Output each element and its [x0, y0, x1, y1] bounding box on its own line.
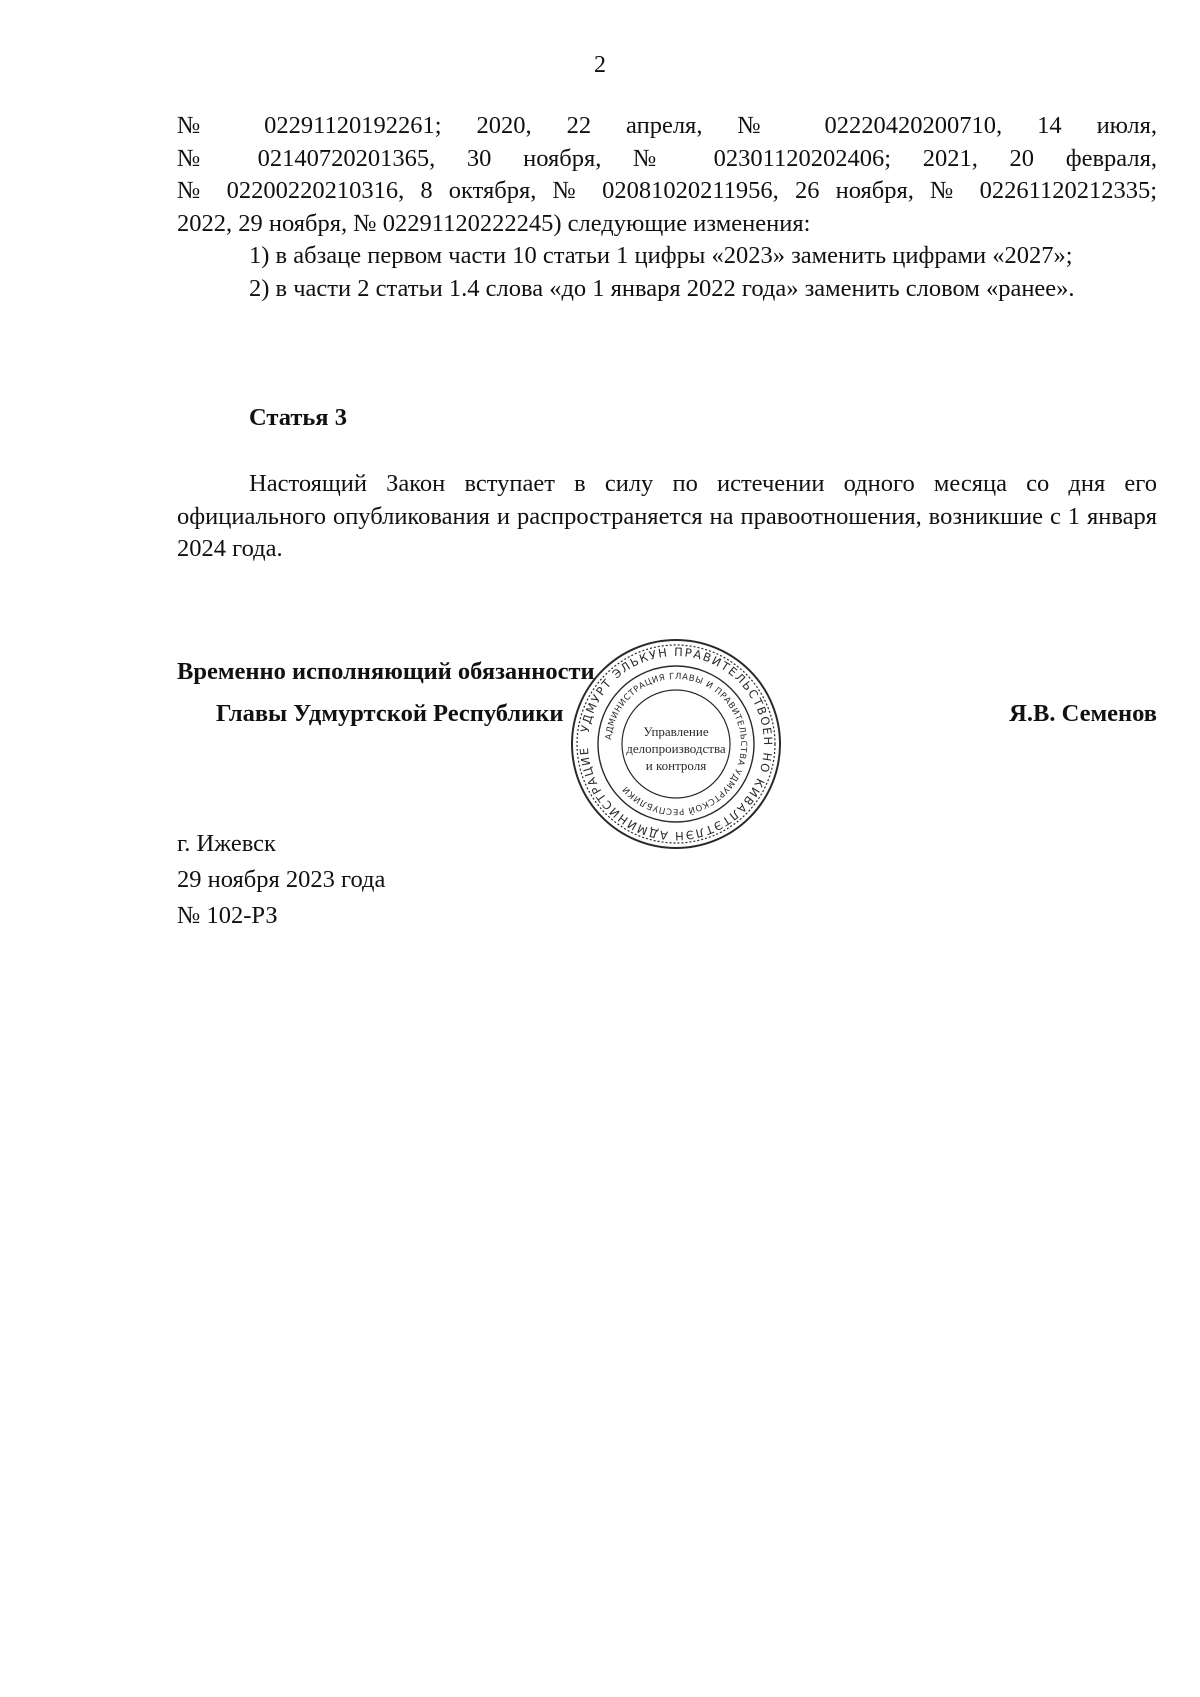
signer-name: Я.В. Семенов [1009, 700, 1157, 727]
official-seal [568, 636, 784, 857]
seal-outer-text: УДМУРТ ЭЛЬКУН ПРАВИТЕЛЬСТВОЕН НО КИВАЛТЭТЛЭН АДМИНИСТРАЦИЕ [576, 644, 776, 844]
paragraph-line: № 02291120192261; 2020, 22 апреля, № 02220420200710, 14 июля, [177, 112, 1157, 139]
city: г. Ижевск [177, 830, 276, 857]
seal-inner-text: АДМИНИСТРАЦИЯ ГЛАВЫ И ПРАВИТЕЛЬСТВА УДМУРТСКОЙ РЕСПУБЛИКИ [604, 671, 749, 817]
paragraph-line: № 02140720201365, 30 ноября, № 02301120202406; 2021, 20 февраля, [177, 144, 1157, 172]
seal-center-line-2: делопроизводства [626, 741, 726, 756]
signer-title-line-2: Главы Удмуртской Республики [216, 700, 564, 727]
paragraph-line: № 02200220210316, 8 октября, № 02081020211956, 26 ноября, № 02261120212335; [177, 177, 1157, 205]
seal-icon [568, 636, 784, 852]
article-text: Настоящий Закон вступает в силу по истечении одного месяца со дня его официального опубликования и распространяется на правоотношения, возникшие с 1 января 2024 года. [177, 470, 1157, 563]
article-body [177, 468, 1157, 566]
amendment-item-2: 2) в части 2 статьи 1.4 слова «до 1 января 2022 года» заменить словом «ранее». [249, 274, 1075, 302]
article-heading: Статья 3 [249, 404, 347, 431]
paragraph-line: 2022, 29 ноября, № 02291120222245) следующие изменения: [177, 209, 811, 237]
amendments-block [177, 110, 1157, 306]
amendment-item-1: 1) в абзаце первом части 10 статьи 1 цифры «2023» заменить цифрами «2027»; [249, 242, 1073, 270]
seal-center-line-1: Управление [643, 724, 709, 739]
page-number: 2 [594, 52, 606, 78]
document-footer [177, 826, 385, 934]
signer-title-line-1: Временно исполняющий обязанности [177, 658, 595, 685]
seal-center-line-3: и контроля [645, 758, 707, 773]
document-number: № 102-РЗ [177, 902, 278, 929]
document-date: 29 ноября 2023 года [177, 866, 386, 893]
